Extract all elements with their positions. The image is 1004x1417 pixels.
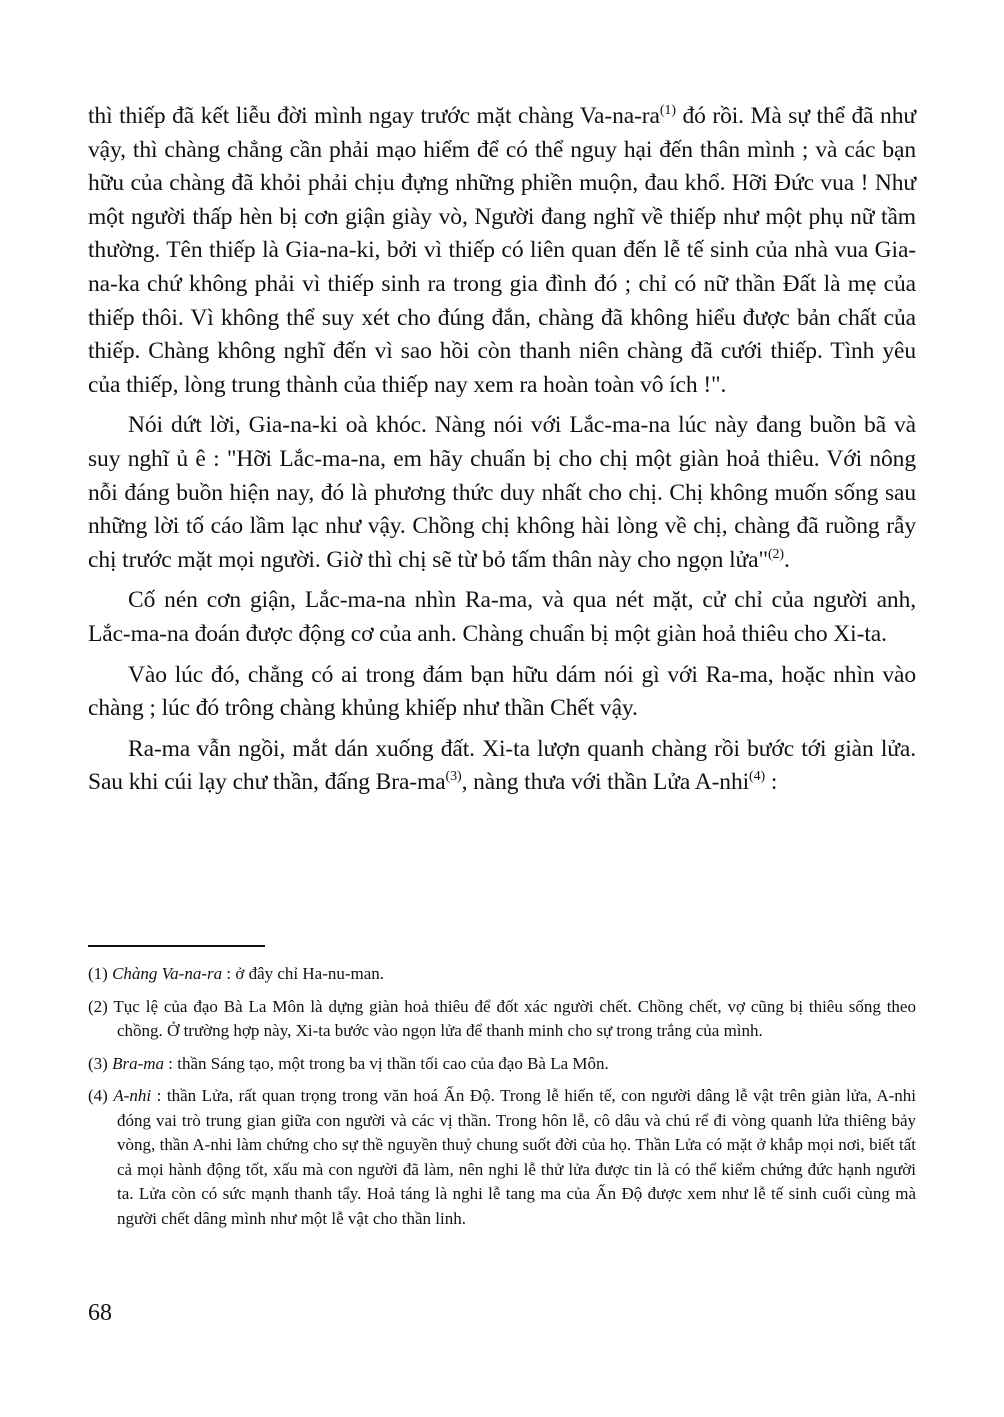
footnote-number: (1) <box>88 964 108 983</box>
footnote-separator <box>88 945 265 947</box>
footnote-term: Chàng Va-na-ra <box>112 964 223 983</box>
paragraph-text: Cố nén cơn giận, Lắc-ma-na nhìn Ra-ma, và qua nét mặt, cử chỉ của người anh, Lắc-ma-na đoán được động cơ của anh. Chàng chuẩn bị một giàn hoả thiêu cho Xi-ta. <box>88 587 916 647</box>
footnote-term: A-nhi <box>113 1086 152 1105</box>
main-text <box>88 100 916 800</box>
footnote-term: Bra-ma <box>112 1053 165 1073</box>
paragraph <box>88 409 916 577</box>
footnote-text: : thần Sáng tạo, một trong ba vị thần tối cao của đạo Bà La Môn. <box>164 1053 609 1073</box>
footnote-number: (4) <box>88 1086 108 1105</box>
paragraph-text: , nàng thưa với thần Lửa A-nhi <box>461 769 750 796</box>
footnote-ref[interactable]: (3) <box>445 769 462 785</box>
paragraph-text: : <box>765 769 778 796</box>
footnote-ref[interactable]: (2) <box>767 546 784 562</box>
footnote-ref[interactable]: (4) <box>749 769 766 785</box>
footnote-number: (3) <box>88 1053 108 1073</box>
paragraph-text: Ra-ma vẫn ngồi, mắt dán xuống đất. Xi-ta lượn quanh chàng rồi bước tới giàn lửa. Sau khi cúi lạy chư thần, đấng Bra-ma <box>88 735 916 796</box>
footnote-number: (2) <box>88 996 108 1016</box>
paragraph <box>88 584 916 651</box>
paragraph-text: Vào lúc đó, chẳng có ai trong đám bạn hữu dám nói gì với Ra-ma, hoặc nhìn vào chàng ; lúc đó trông chàng khủng khiếp như thần Chết vậy. <box>88 661 916 722</box>
footnote-text: : ở đây chỉ Ha-nu-man. <box>222 964 385 983</box>
paragraph <box>88 659 916 726</box>
page-number: 68 <box>88 1300 112 1326</box>
paragraph <box>88 733 916 800</box>
footnote-text: Tục lệ của đạo Bà La Môn là dựng giàn hoả thiêu để đốt xác người chết. Chồng chết, vợ cũng bị thiêu sống theo chồng. Ở trường hợp này, Xi-ta bước vào ngọn lửa để thanh minh cho sự trong trắng của mình. <box>113 996 916 1040</box>
footnote <box>88 995 916 1044</box>
footnotes <box>88 962 916 1239</box>
paragraph-text: đó rồi. Mà sự thể đã như vậy, thì chàng chẳng cần phải mạo hiểm để có thể nguy hại đến thân mình ; và các bạn hữu của chàng đã khỏi phải chịu đựng những phiền muộn, đau khổ. Hỡi Đức vua ! Như một người thấp hèn bị cơn giận giày vò, Người đang nghĩ về thiếp như một phụ nữ tầm thường. Tên thiếp là Gia-na-ki, bởi vì thiếp có liên quan đến lễ tế sinh của nhà vua Gia-na-ka chứ không phải vì thiếp sinh ra trong gia đình đó ; chỉ có nữ thần Đất là mẹ của thiếp thôi. Vì không thể suy xét cho đúng đắn, chàng đã không hiểu được bản chất của thiếp. Chàng không nghĩ đến vì sao hồi còn thanh niên chàng đã cưới thiếp. Tình yêu của thiếp, lòng trung thành của thiếp nay xem ra hoàn toàn vô ích !". <box>88 103 916 398</box>
footnote-ref[interactable]: (1) <box>659 103 676 118</box>
paragraph-text: Nói dứt lời, Gia-na-ki oà khóc. Nàng nói với Lắc-ma-na lúc này đang buồn bã và suy nghĩ ủ ê : "Hỡi Lắc-ma-na, em hãy chuẩn bị cho chị một giàn hoả thiêu. Với nông nỗi đáng buồn hiện nay, đó là phương thức duy nhất cho chị. Chị không muốn sống sau những lời tố cáo lầm lạc như vậy. Chồng chị không hài lòng về chị, chàng đã ruồng rẫy chị trước mặt mọi người. Giờ thì chị sẽ từ bỏ tấm thân này cho ngọn lửa" <box>88 412 916 573</box>
paragraph-text: . <box>784 546 790 573</box>
footnote <box>88 962 916 987</box>
footnote <box>88 1052 916 1077</box>
footnote <box>88 1084 916 1231</box>
paragraph <box>88 100 916 402</box>
footnote-text: : thần Lửa, rất quan trọng trong văn hoá Ấn Độ. Trong lễ hiến tế, con người dâng lễ vật trên giàn lửa, A-nhi đóng vai trò trung gian giữa con người và các vị thần. Trong hôn lễ, cô dâu và chú rể đi vòng quanh lửa thiêng bảy vòng, thần A-nhi làm chứng cho sự thề nguyền thuỷ chung suốt đời của họ. Thần Lửa có mặt ở khắp mọi nơi, biết tất cả mọi hành động tốt, xấu mà con người đã làm, nên nghi lễ thử lửa được tin là có thể kiểm chứng đức hạnh người ta. Lửa còn có sức mạnh thanh tẩy. Hoả táng là nghi lễ tang ma của Ấn Độ được xem như lễ tế sinh cuối cùng mà người chết dâng mình như một lễ vật cho thần linh. <box>117 1086 917 1228</box>
paragraph-text: thì thiếp đã kết liễu đời mình ngay trước mặt chàng Va-na-ra <box>88 103 660 129</box>
